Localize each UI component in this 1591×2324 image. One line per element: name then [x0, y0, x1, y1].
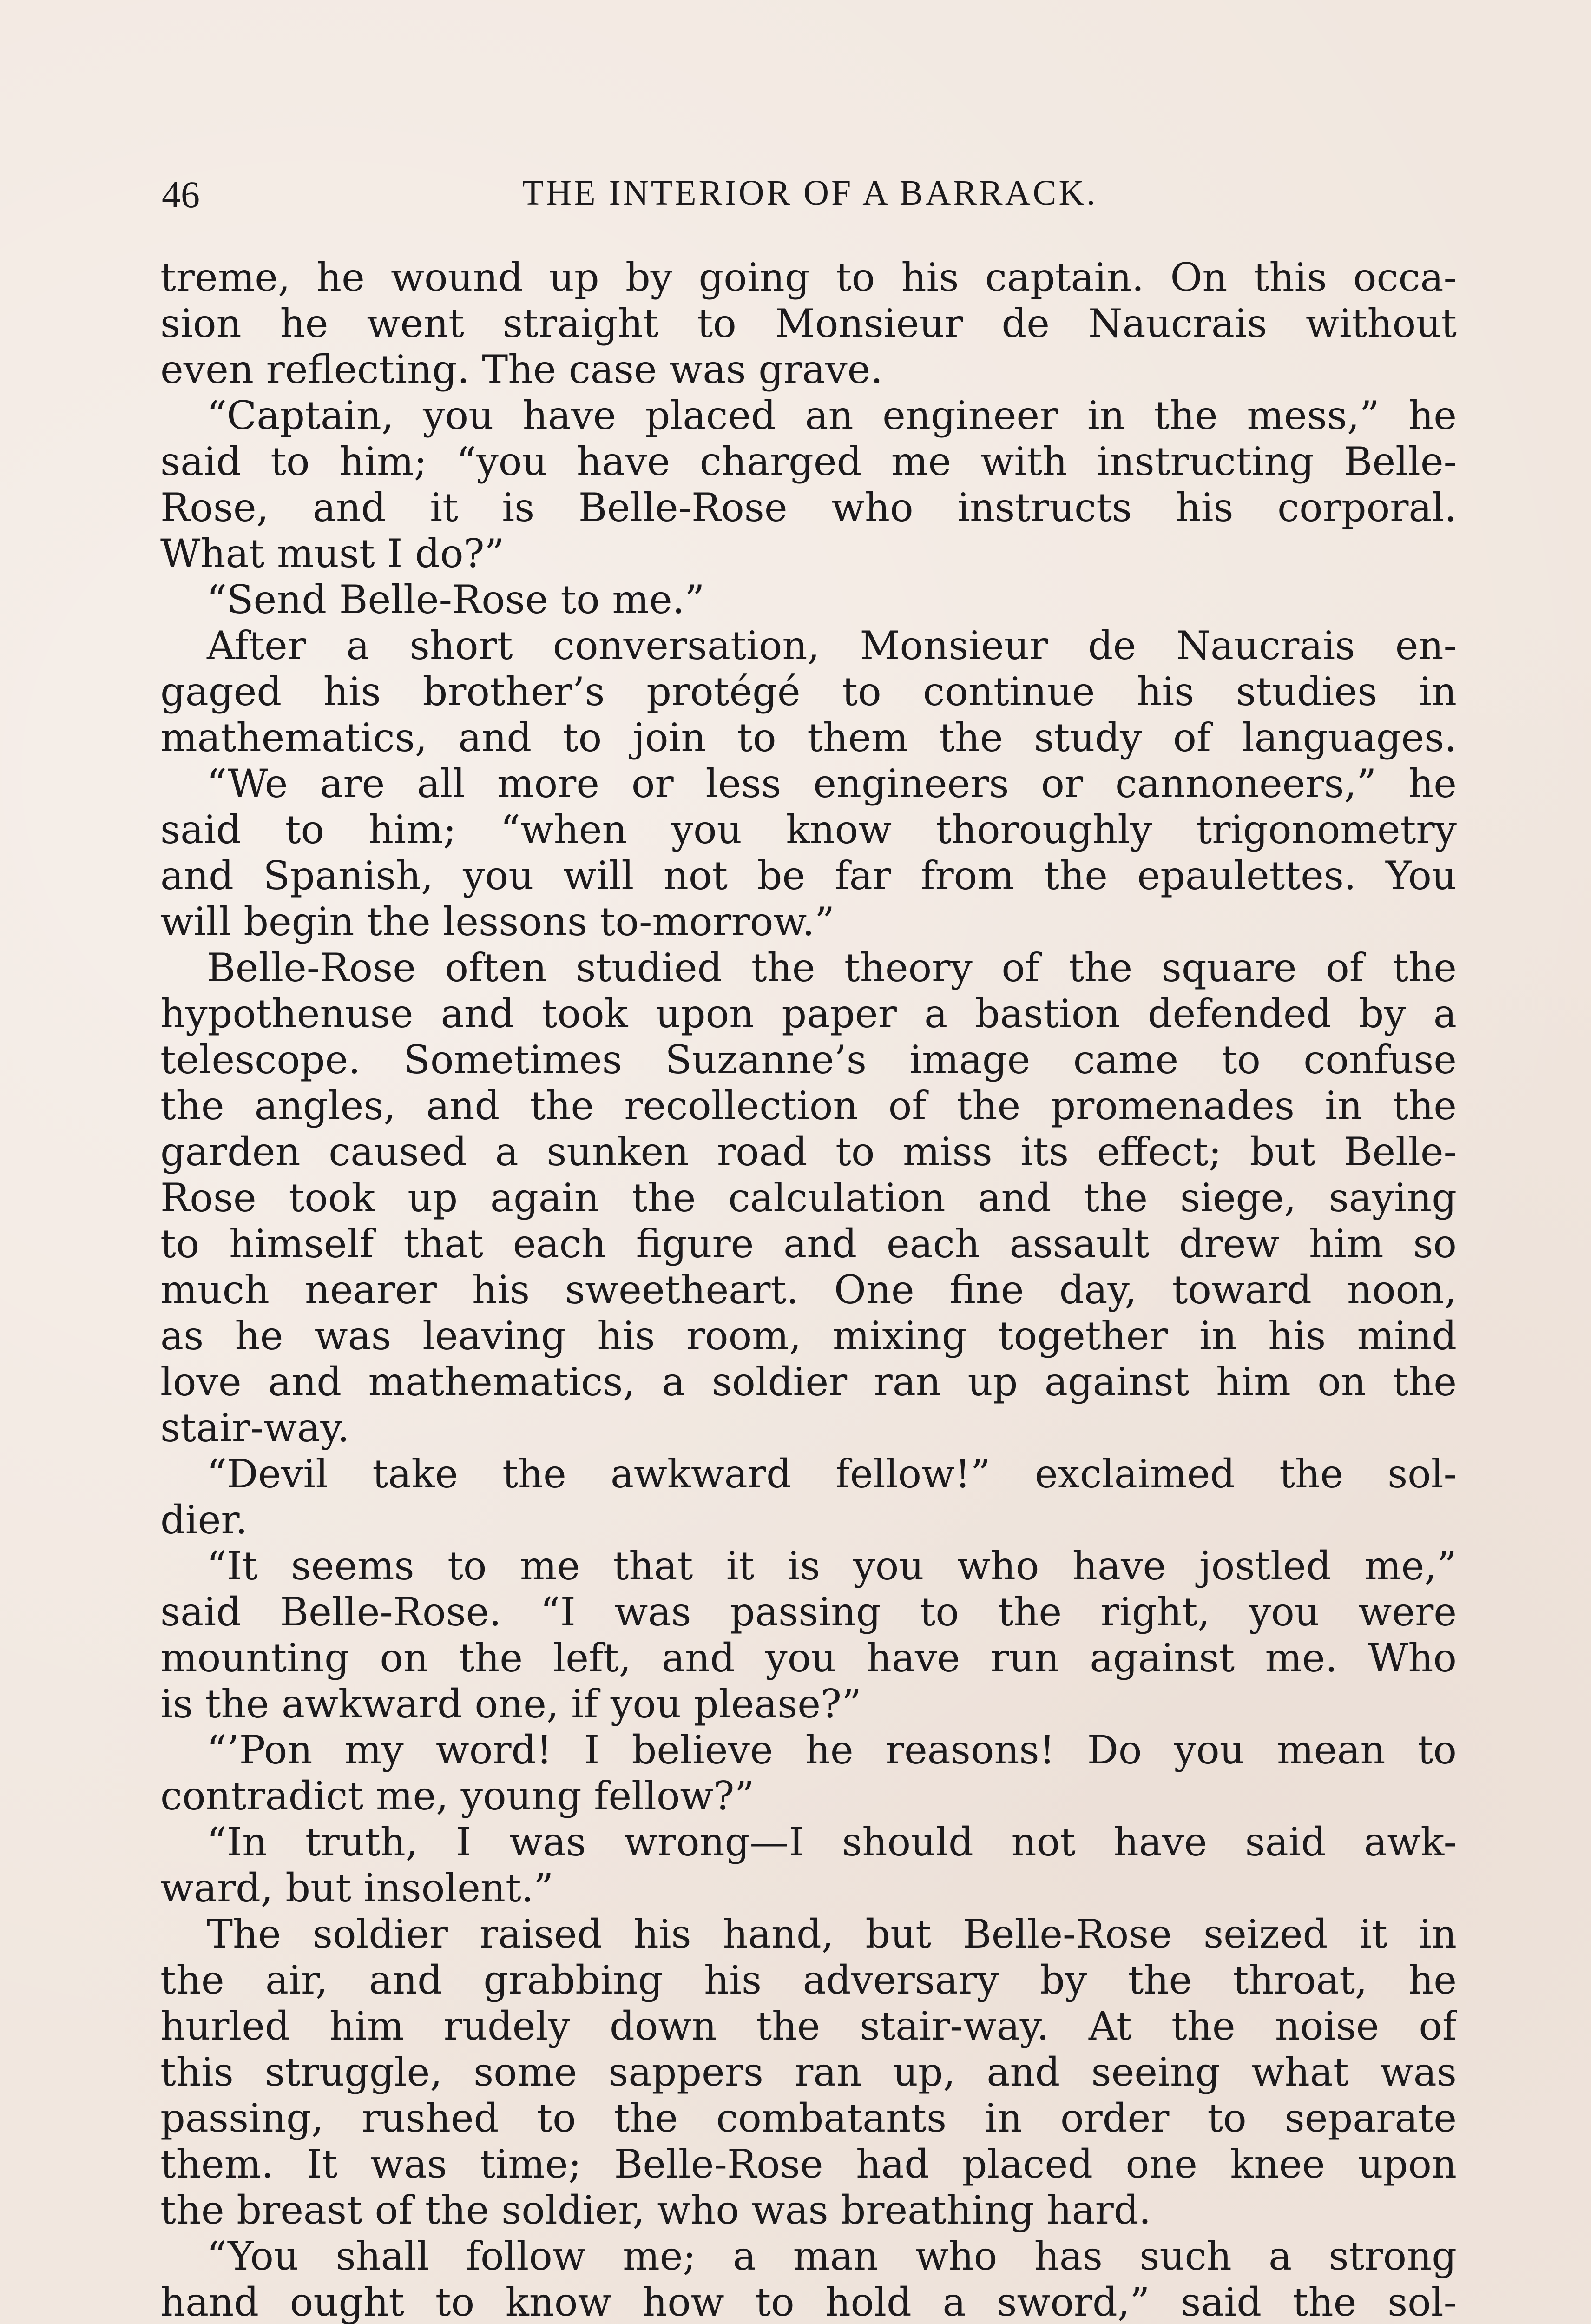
text-line: “In truth, I was wrong—I should not have said awk- [207, 1819, 1457, 1865]
text-line: gaged his brother’s protégé to continue his studies in [160, 669, 1457, 714]
text-line: even reflecting. The case was grave. [160, 347, 883, 392]
text-line: the breast of the soldier, who was breathing hard. [160, 2187, 1151, 2233]
page-header [162, 173, 1458, 219]
text-line: said Belle-Rose. “I was passing to the right, you were [160, 1589, 1457, 1635]
text-line: love and mathematics, a soldier ran up against him on the [160, 1359, 1457, 1405]
text-line: mounting on the left, and you have run against me. Who [160, 1635, 1457, 1681]
text-line: this struggle, some sappers ran up, and seeing what was [160, 2049, 1457, 2095]
text-line: said to him; “when you know thoroughly trigonometry [160, 807, 1457, 852]
text-line: After a short conversation, Monsieur de Naucrais en- [207, 623, 1457, 668]
body-text [160, 255, 1457, 2324]
text-line: hypothenuse and took upon paper a bastion defended by a [160, 991, 1457, 1037]
text-line: contradict me, young fellow?” [160, 1773, 755, 1819]
text-line: “You shall follow me; a man who has such a strong [207, 2233, 1457, 2279]
text-line: said to him; “you have charged me with instructing Belle- [160, 439, 1457, 484]
text-line: them. It was time; Belle-Rose had placed one knee upon [160, 2141, 1457, 2187]
text-line: “Captain, you have placed an engineer in the mess,” he [207, 393, 1457, 438]
text-line: treme, he wound up by going to his captain. On this occa- [160, 255, 1457, 300]
text-line: dier. [160, 1497, 248, 1543]
running-head: THE INTERIOR OF A BARRACK. [522, 173, 1098, 212]
text-line: much nearer his sweetheart. One fine day, toward noon, [160, 1267, 1457, 1313]
text-line: is the awkward one, if you please?” [160, 1681, 861, 1727]
text-line: hurled him rudely down the stair-way. At the noise of [160, 2003, 1457, 2049]
text-line: mathematics, and to join to them the study of languages. [160, 715, 1457, 760]
text-line: telescope. Sometimes Suzanne’s image came to confuse [160, 1037, 1457, 1083]
text-line: “’Pon my word! I believe he reasons! Do you mean to [207, 1727, 1457, 1773]
text-line: “It seems to me that it is you who have jostled me,” [207, 1543, 1457, 1589]
text-line: the angles, and the recollection of the promenades in the [160, 1083, 1457, 1129]
text-line: sion he went straight to Monsieur de Naucrais without [160, 301, 1457, 346]
page-number: 46 [162, 173, 200, 216]
text-line: hand ought to know how to hold a sword,” said the sol- [160, 2279, 1457, 2324]
text-line: “Send Belle-Rose to me.” [207, 577, 705, 622]
text-line: garden caused a sunken road to miss its effect; but Belle- [160, 1129, 1457, 1175]
text-line: stair-way. [160, 1405, 350, 1451]
text-line: What must I do?” [160, 531, 505, 576]
text-line: The soldier raised his hand, but Belle-Rose seized it in [207, 1911, 1457, 1957]
text-line: ward, but insolent.” [160, 1865, 554, 1911]
text-line: to himself that each figure and each assault drew him so [160, 1221, 1457, 1267]
text-line: “Devil take the awkward fellow!” exclaimed the sol- [207, 1451, 1457, 1497]
text-line: Belle-Rose often studied the theory of the square of the [207, 945, 1457, 990]
text-line: as he was leaving his room, mixing together in his mind [160, 1313, 1457, 1359]
text-line: passing, rushed to the combatants in order to separate [160, 2095, 1457, 2141]
text-line: Rose took up again the calculation and the siege, saying [160, 1175, 1457, 1221]
text-line: will begin the lessons to-morrow.” [160, 899, 835, 944]
text-line: the air, and grabbing his adversary by the throat, he [160, 1957, 1457, 2003]
text-line: “We are all more or less engineers or cannoneers,” he [207, 761, 1457, 806]
text-line: and Spanish, you will not be far from the epaulettes. You [160, 853, 1457, 898]
text-line: Rose, and it is Belle-Rose who instructs his corporal. [160, 485, 1457, 530]
